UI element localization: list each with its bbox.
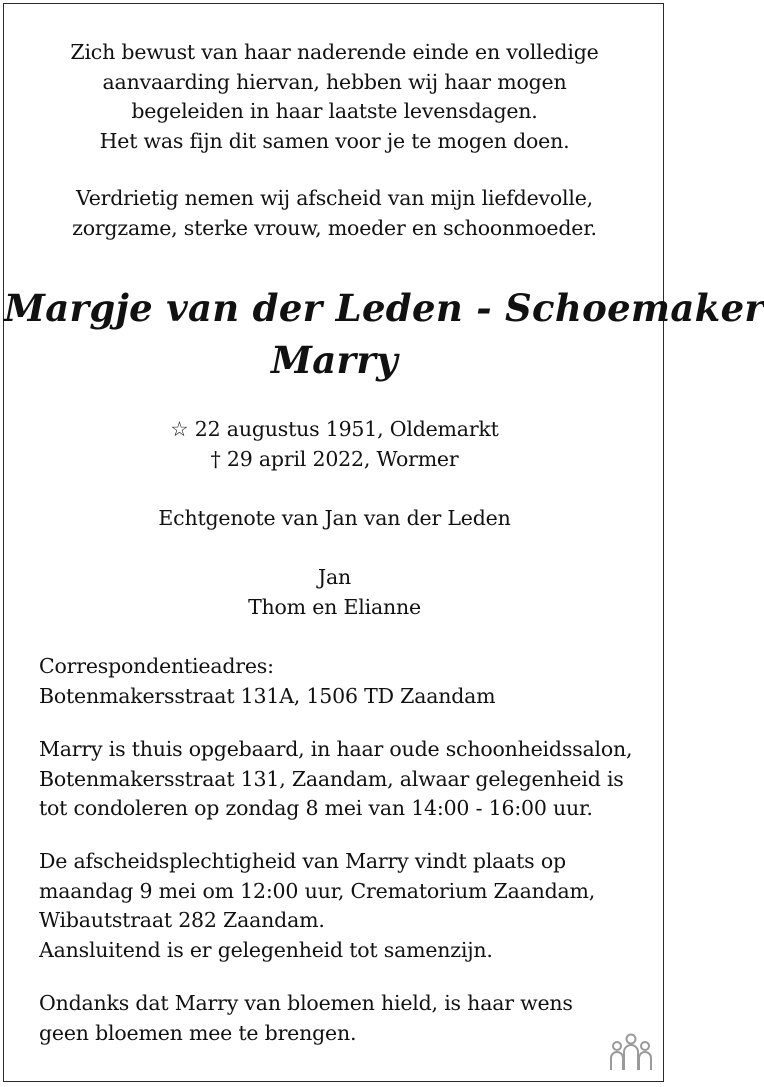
intro-paragraph bbox=[4, 38, 665, 156]
family-member: Thom en Elianne bbox=[248, 594, 421, 619]
intro-line: aanvaarding hiervan, hebben wij haar mogen bbox=[102, 69, 567, 94]
intro-line: begeleiden in haar laatste levensdagen. bbox=[131, 99, 538, 123]
deceased-name-block bbox=[4, 282, 764, 386]
flowers-paragraph bbox=[39, 989, 639, 1048]
ceremony-line: Aansluitend is er gelegenheid tot samenzijn. bbox=[39, 937, 493, 962]
spouse-block bbox=[4, 504, 665, 534]
viewing-line: Marry is thuis opgebaard, in haar oude schoonheidssalon, bbox=[39, 737, 633, 761]
flowers-line: Ondanks dat Marry van bloemen hield, is haar wens bbox=[39, 991, 573, 1015]
people-group-icon bbox=[608, 1032, 654, 1072]
death-date: † 29 april 2022, Wormer bbox=[210, 446, 459, 471]
spouse-line: Echtgenote van Jan van der Leden bbox=[158, 506, 511, 530]
ceremony-line: Wibautstraat 282 Zaandam. bbox=[39, 908, 325, 932]
family-block bbox=[4, 563, 665, 622]
farewell-line: Verdrietig nemen wij afscheid van mijn liefdevolle, bbox=[75, 186, 593, 210]
family-member: Jan bbox=[317, 565, 352, 589]
farewell-line: zorgzame, sterke vrouw, moeder en schoonmoeder. bbox=[72, 215, 597, 240]
deceased-full-name: Margje van der Leden - Schoemaker bbox=[4, 286, 764, 330]
ceremony-paragraph bbox=[39, 847, 639, 965]
dates-block bbox=[4, 415, 665, 474]
obituary-card bbox=[3, 3, 764, 1082]
intro-line: Zich bewust van haar naderende einde en volledige bbox=[70, 40, 599, 64]
ceremony-line: maandag 9 mei om 12:00 uur, Crematorium Zaandam, bbox=[39, 878, 596, 903]
correspondence-address: Botenmakersstraat 131A, 1506 TD Zaandam bbox=[39, 683, 496, 708]
ceremony-line: De afscheidsplechtigheid van Marry vindt plaats op bbox=[39, 849, 566, 873]
viewing-paragraph bbox=[39, 735, 639, 824]
correspondence-label: Correspondentieadres: bbox=[39, 654, 274, 678]
correspondence-block bbox=[39, 652, 639, 711]
intro-line: Het was fijn dit samen voor je te mogen doen. bbox=[99, 128, 570, 153]
farewell-paragraph bbox=[4, 184, 665, 243]
birth-date: ☆ 22 augustus 1951, Oldemarkt bbox=[170, 417, 499, 441]
viewing-line: Botenmakersstraat 131, Zaandam, alwaar gelegenheid is bbox=[39, 766, 624, 791]
flowers-line: geen bloemen mee te brengen. bbox=[39, 1020, 357, 1045]
viewing-line: tot condoleren op zondag 8 mei van 14:00 - 16:00 uur. bbox=[39, 796, 593, 820]
deceased-nickname: Marry bbox=[271, 338, 398, 382]
